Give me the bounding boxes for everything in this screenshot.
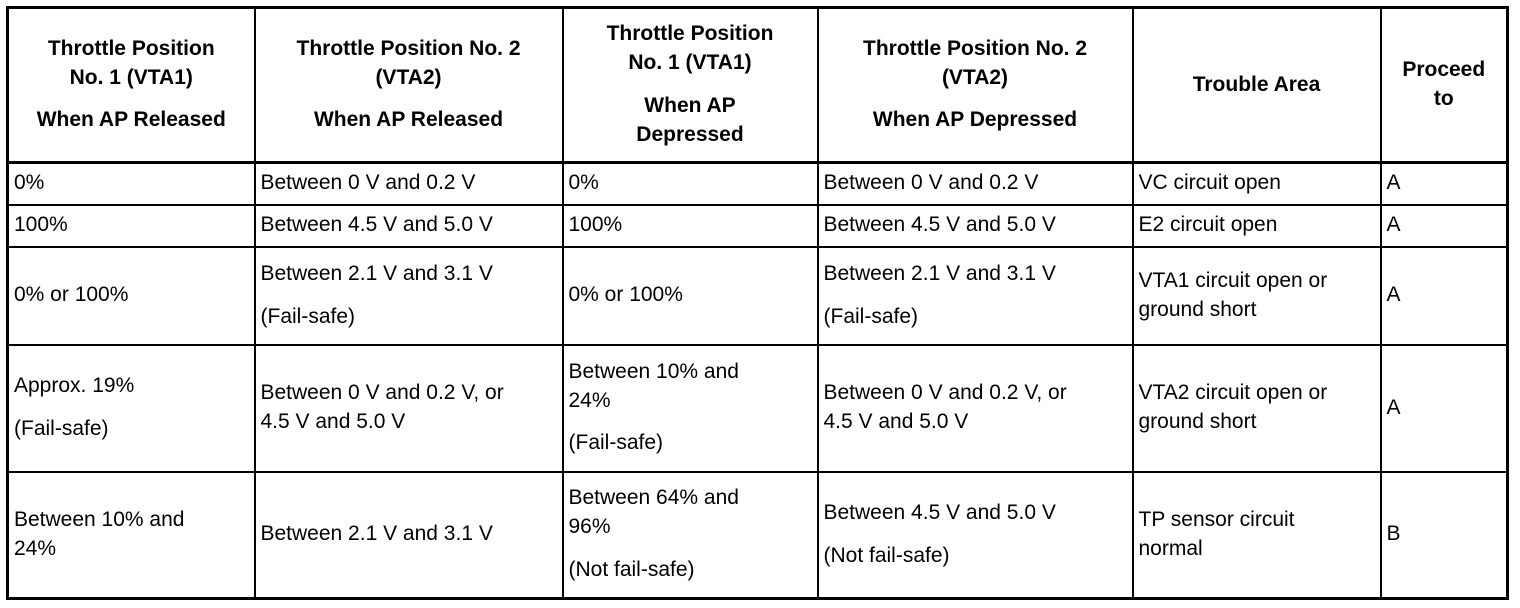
cell-text-line: A: [1386, 395, 1401, 419]
line-gap: [569, 542, 812, 556]
cell-text-line: to: [1433, 87, 1454, 110]
cell-vta1-released: [8, 345, 255, 472]
cell-vta2-depressed: [818, 345, 1133, 472]
cell-vta1-released: [8, 472, 255, 599]
line-gap: [261, 92, 557, 106]
cell-trouble-area: [1133, 247, 1381, 345]
cell-vta2-released: [255, 205, 563, 247]
header-vta2-depressed: [818, 8, 1133, 163]
cell-text-line: (VTA2): [375, 65, 442, 89]
cell-vta2-released: [255, 472, 563, 599]
cell-text-line: 0%: [568, 171, 599, 195]
cell-vta1-depressed: [563, 247, 818, 345]
cell-text-line: VTA2 circuit open or: [1138, 381, 1328, 405]
cell-vta1-released: [8, 247, 255, 345]
cell-text-line: A: [1386, 213, 1401, 237]
cell-text-line: No. 1 (VTA1): [69, 65, 193, 89]
cell-text-line: Between 0 V and 0.2 V, or: [260, 381, 504, 405]
cell-text-line: Between 4.5 V and 5.0 V: [260, 213, 493, 237]
line-gap: [14, 92, 249, 106]
cell-text-line: 4.5 V and 5.0 V: [823, 410, 969, 433]
cell-proceed-to: [1381, 163, 1508, 205]
cell-text-line: Throttle Position No. 2: [296, 36, 521, 60]
cell-text-line: B: [1386, 522, 1401, 546]
line-gap: [824, 92, 1127, 106]
table-row: [8, 345, 1508, 472]
cell-text-line: E2 circuit open: [1138, 213, 1278, 237]
table-row: [8, 247, 1508, 345]
header-vta1-released: [8, 8, 255, 163]
cell-text-line: 96%: [568, 515, 611, 539]
cell-text-line: 24%: [14, 536, 57, 560]
cell-text-line: 24%: [568, 388, 611, 412]
cell-text-line: ground short: [1138, 410, 1257, 433]
cell-text-line: Between 4.5 V and 5.0 V: [823, 500, 1056, 524]
cell-text-line: Between 0 V and 0.2 V: [260, 171, 476, 195]
cell-vta1-depressed: [563, 472, 818, 599]
cell-trouble-area: [1133, 205, 1381, 247]
header-trouble-area: [1133, 8, 1381, 163]
cell-vta2-depressed: [818, 247, 1133, 345]
cell-text-line: Between 0 V and 0.2 V: [823, 171, 1039, 195]
cell-text-line: 100%: [568, 213, 623, 237]
cell-text-line: 0%: [14, 171, 45, 195]
cell-text-line: Between 10% and: [568, 359, 739, 383]
cell-text-line: Between 10% and: [14, 507, 185, 531]
cell-text-line: 0% or 100%: [14, 283, 129, 307]
cell-text-line: (Fail-safe): [568, 431, 664, 455]
header-proceed-to: [1381, 8, 1508, 163]
cell-text-line: When AP Released: [313, 108, 504, 132]
header-vta2-released: [255, 8, 563, 163]
cell-text-line: 4.5 V and 5.0 V: [260, 410, 406, 433]
line-gap: [824, 289, 1127, 303]
cell-text-line: Between 4.5 V and 5.0 V: [823, 213, 1056, 237]
cell-proceed-to: [1381, 472, 1508, 599]
line-gap: [261, 289, 557, 303]
cell-text-line: 100%: [14, 213, 68, 237]
cell-text-line: When AP Released: [36, 108, 226, 132]
cell-text-line: When AP: [644, 94, 736, 117]
cell-text-line: Throttle Position No. 2: [863, 36, 1087, 60]
cell-text-line: (Fail-safe): [260, 304, 356, 328]
cell-text-line: Depressed: [636, 122, 744, 146]
cell-text-line: Between 2.1 V and 3.1 V: [823, 261, 1056, 285]
cell-vta2-released: [255, 345, 563, 472]
cell-vta1-depressed: [563, 163, 818, 205]
cell-text-line: Between 2.1 V and 3.1 V: [260, 522, 493, 546]
cell-text-line: (VTA2): [941, 65, 1009, 89]
table-row: [8, 472, 1508, 599]
table-row: [8, 205, 1508, 247]
cell-text-line: VC circuit open: [1138, 171, 1281, 195]
cell-text-line: (Not fail-safe): [568, 558, 695, 582]
cell-vta2-depressed: [818, 205, 1133, 247]
cell-vta2-depressed: [818, 472, 1133, 599]
diagnostic-table: [6, 6, 1509, 600]
cell-text-line: A: [1386, 283, 1401, 307]
table-row: [8, 163, 1508, 205]
cell-text-line: (Fail-safe): [14, 417, 109, 440]
cell-vta1-depressed: [563, 345, 818, 472]
cell-text-line: Between 2.1 V and 3.1 V: [260, 261, 493, 285]
cell-text-line: (Fail-safe): [823, 304, 919, 328]
cell-vta1-released: [8, 205, 255, 247]
cell-text-line: Proceed: [1402, 58, 1486, 82]
header-vta1-depressed: [563, 8, 818, 163]
cell-text-line: (Not fail-safe): [823, 543, 950, 567]
cell-trouble-area: [1133, 472, 1381, 599]
cell-vta1-released: [8, 163, 255, 205]
cell-vta2-released: [255, 163, 563, 205]
cell-text-line: ground short: [1138, 297, 1257, 321]
line-gap: [824, 528, 1127, 542]
cell-text-line: No. 1 (VTA1): [628, 51, 752, 75]
cell-vta2-released: [255, 247, 563, 345]
cell-text-line: Throttle Position: [606, 22, 774, 46]
line-gap: [14, 401, 249, 415]
header-row: [8, 8, 1508, 163]
line-gap: [569, 78, 812, 92]
cell-text-line: 0% or 100%: [568, 283, 683, 307]
cell-text-line: Between 0 V and 0.2 V, or: [823, 381, 1067, 405]
cell-text-line: TP sensor circuit: [1138, 507, 1295, 531]
cell-trouble-area: [1133, 345, 1381, 472]
cell-text-line: Between 64% and: [568, 486, 739, 510]
cell-text-line: VTA1 circuit open or: [1138, 268, 1328, 292]
cell-proceed-to: [1381, 345, 1508, 472]
cell-proceed-to: [1381, 205, 1508, 247]
cell-vta1-depressed: [563, 205, 818, 247]
cell-text-line: A: [1386, 171, 1401, 195]
cell-vta2-depressed: [818, 163, 1133, 205]
cell-text-line: When AP Depressed: [872, 108, 1078, 132]
cell-proceed-to: [1381, 247, 1508, 345]
cell-text-line: Throttle Position: [47, 36, 215, 60]
cell-text-line: normal: [1138, 536, 1203, 560]
cell-text-line: Approx. 19%: [14, 374, 135, 398]
cell-trouble-area: [1133, 163, 1381, 205]
line-gap: [569, 415, 812, 429]
cell-text-line: Trouble Area: [1192, 72, 1321, 96]
